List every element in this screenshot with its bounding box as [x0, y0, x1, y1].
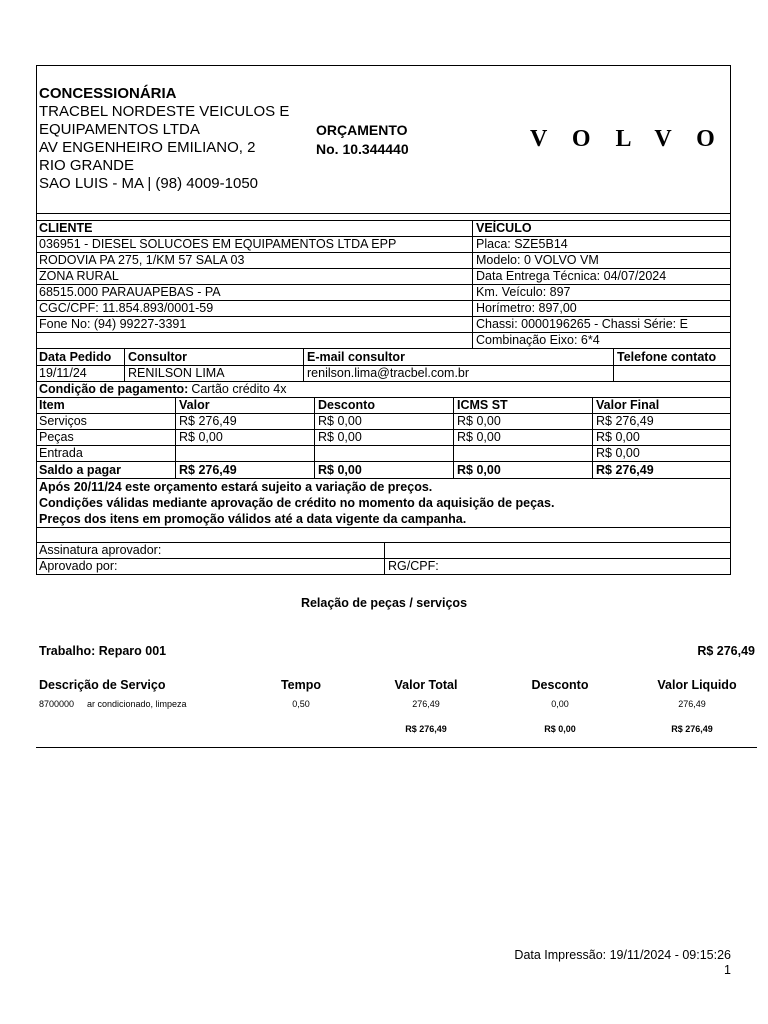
summary-icms — [453, 446, 592, 461]
summary-row — [37, 429, 730, 445]
summary-value — [175, 446, 314, 461]
client-name: 036951 - DIESEL SOLUCOES EM EQUIPAMENTOS LTDA EPP — [39, 237, 397, 251]
vehicle-mileage: Km. Veículo: 897 — [472, 285, 730, 300]
client-vehicle-row — [37, 252, 730, 268]
order-date: 19/11/24 — [39, 366, 87, 380]
summary-final: R$ 0,00 — [592, 446, 730, 461]
services-discount-sum: R$ 0,00 — [544, 724, 576, 734]
client-vehicle-row — [37, 268, 730, 284]
client-postal-city: 68515.000 PARAUAPEBAS - PA — [39, 285, 221, 299]
payment-label: Condição de pagamento: — [39, 382, 189, 396]
service-total: 276,49 — [412, 699, 440, 709]
note-credit-approval: Condições válidas mediante aprovação de crédito no momento da aquisição de peças. — [39, 496, 555, 510]
services-net-sum: R$ 276,49 — [671, 724, 713, 734]
balance-final: R$ 276,49 — [592, 462, 730, 478]
summary-icms: R$ 0,00 — [453, 414, 592, 429]
dealer-district-line: RIO GRANDE — [39, 157, 135, 174]
terms-notes-row — [37, 478, 730, 527]
summary-heading-row — [37, 397, 730, 413]
dealer-name-line: TRACBEL NORDESTE VEICULOS E — [39, 103, 290, 120]
col-description-heading: Descrição de Serviço — [39, 678, 166, 692]
order-values-row — [37, 365, 730, 381]
summary-row — [37, 413, 730, 429]
consultant-email: renilson.lima@tracbel.com.br — [303, 366, 613, 381]
document-type: ORÇAMENTO — [316, 122, 408, 138]
job-total: R$ 276,49 — [697, 644, 755, 658]
document-id-block — [316, 121, 409, 159]
balance-discount: R$ 0,00 — [314, 462, 453, 478]
terms-notes — [37, 479, 730, 527]
client-vehicle-row — [37, 332, 730, 348]
spacer-row — [37, 527, 730, 542]
order-date-heading: Data Pedido — [39, 350, 112, 364]
client-phone: Fone No: (94) 99227-3391 — [39, 317, 187, 331]
vehicle-delivery-date: Data Entrega Técnica: 04/07/2024 — [472, 269, 730, 284]
client-vehicle-row — [37, 284, 730, 300]
summary-total-row — [37, 461, 730, 478]
print-date: Data Impressão: 19/11/2024 - 09:15:26 — [514, 948, 731, 962]
summary-value: R$ 0,00 — [175, 430, 314, 445]
dealer-address-line: AV ENGENHEIRO EMILIANO, 2 — [39, 139, 256, 156]
col-discount-heading: Desconto — [531, 678, 589, 692]
summary-discount: R$ 0,00 — [314, 430, 453, 445]
volvo-logo: VOLVO — [530, 126, 740, 152]
summary-final-heading: Valor Final — [592, 398, 730, 413]
service-time: 0,50 — [292, 699, 310, 709]
consultant-email-heading: E-mail consultor — [303, 349, 613, 365]
col-total-heading: Valor Total — [394, 678, 458, 692]
summary-final: R$ 0,00 — [592, 430, 730, 445]
summary-value-heading: Valor — [175, 398, 314, 413]
contact-phone-heading: Telefone contato — [613, 349, 730, 365]
summary-icms: R$ 0,00 — [453, 430, 592, 445]
dealer-block — [39, 85, 289, 193]
dealer-heading: CONCESSIONÁRIA — [39, 85, 177, 102]
order-heading-row — [37, 348, 730, 365]
payment-row — [37, 381, 730, 397]
services-section-title: Relação de peças / serviços — [300, 596, 468, 610]
payment-condition — [37, 382, 730, 397]
page-number: 1 — [724, 963, 731, 977]
summary-row — [37, 445, 730, 461]
approved-by-row — [37, 558, 730, 574]
services-total-sum: R$ 276,49 — [405, 724, 447, 734]
service-discount: 0,00 — [551, 699, 569, 709]
header-spacer-row — [37, 213, 730, 220]
client-empty-cell — [37, 333, 472, 348]
vehicle-chassis: Chassi: 0000196265 - Chassi Série: E — [472, 317, 730, 332]
job-title: Trabalho: Reparo 001 — [39, 644, 167, 658]
summary-discount — [314, 446, 453, 461]
document-number: No. 10.344440 — [316, 141, 409, 157]
service-net: 276,49 — [678, 699, 706, 709]
balance-label: Saldo a pagar — [39, 463, 121, 477]
vehicle-axle-config: Combinação Eixo: 6*4 — [472, 333, 730, 348]
col-net-heading: Valor Liquido — [657, 678, 737, 692]
services-divider — [36, 747, 757, 748]
client-heading: CLIENTE — [39, 221, 93, 235]
summary-item: Serviços — [39, 414, 87, 428]
summary-value: R$ 276,49 — [175, 414, 314, 429]
signature-empty-cell — [384, 543, 730, 558]
service-code: 8700000 — [39, 699, 75, 709]
col-time-heading: Tempo — [280, 678, 322, 692]
balance-icms: R$ 0,00 — [453, 462, 592, 478]
signature-label: Assinatura aprovador: — [39, 543, 162, 557]
service-description: ar condicionado, limpeza — [87, 699, 187, 709]
note-promotion: Preços dos itens em promoção válidos até a data vigente da campanha. — [39, 512, 467, 526]
summary-item: Entrada — [39, 446, 83, 460]
balance-value: R$ 276,49 — [175, 462, 314, 478]
client-vehicle-row — [37, 236, 730, 252]
summary-final: R$ 276,49 — [592, 414, 730, 429]
client-address: RODOVIA PA 275, 1/KM 57 SALA 03 — [39, 253, 245, 267]
client-district: ZONA RURAL — [39, 269, 119, 283]
approved-by-label: Aprovado por: — [39, 559, 118, 573]
dealer-name-line: EQUIPAMENTOS LTDA — [39, 121, 200, 138]
vehicle-hour-meter: Horímetro: 897,00 — [472, 301, 730, 316]
summary-discount: R$ 0,00 — [314, 414, 453, 429]
vehicle-plate: Placa: SZE5B14 — [472, 237, 730, 252]
vehicle-model: Modelo: 0 VOLVO VM — [472, 253, 730, 268]
contact-phone — [613, 366, 730, 381]
note-price-validity: Após 20/11/24 este orçamento estará sujeito a variação de preços. — [39, 480, 433, 494]
consultant-name: RENILSON LIMA — [124, 366, 303, 381]
vehicle-heading: VEÍCULO — [472, 221, 730, 236]
client-vehicle-heading-row — [37, 220, 730, 236]
client-vehicle-row — [37, 300, 730, 316]
dealer-city-phone-line: SAO LUIS - MA | (98) 4009-1050 — [39, 175, 259, 192]
summary-item-heading: Item — [39, 398, 65, 412]
summary-item: Peças — [39, 430, 74, 444]
approval-signature-row — [37, 542, 730, 558]
client-vehicle-row — [37, 316, 730, 332]
consultant-heading: Consultor — [124, 349, 303, 365]
payment-value: Cartão crédito 4x — [191, 382, 287, 396]
summary-discount-heading: Desconto — [314, 398, 453, 413]
client-tax-id: CGC/CPF: 11.854.893/0001-59 — [39, 301, 214, 315]
id-document-label: RG/CPF: — [384, 559, 730, 574]
summary-icms-heading: ICMS ST — [453, 398, 592, 413]
